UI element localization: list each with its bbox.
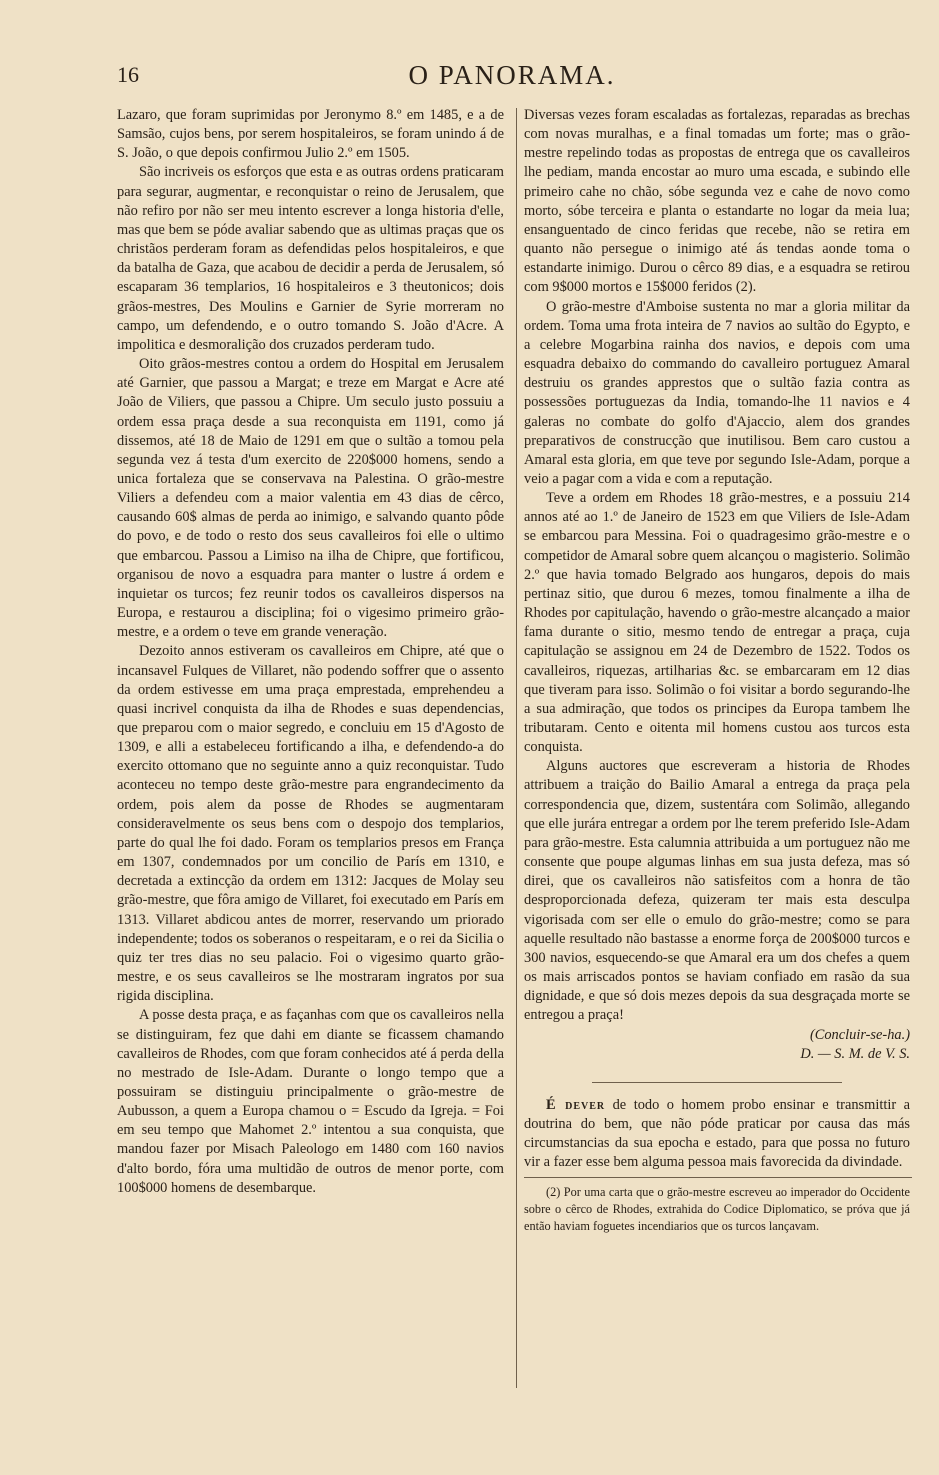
paragraph: O grão-mestre d'Amboise sustenta no mar a gloria militar da ordem. Toma uma frota inteira de 7 navios ao sultão do Egypto, e a celebre Mogarbina rainha dos navios, e depois com uma esquadra debaixo do commando do cavalleiro portuguez Amaral destruiu os grandes apprestos que o sultão fazia contra as possessões portuguezas da India, tomando-lhe 11 navios e 4 galeras no combate do golfo d'Ajaccio, alem dos grandes preparativos de construcção que inutilisou. Bem caro custou a Amaral esta gloria, em que teve por segundo Isle-Adam, porque a veio a pagar com a vida e com a reputação.: [524, 298, 910, 487]
section-rule: [592, 1082, 842, 1083]
paragraph: Dezoito annos estiveram os cavalleiros em Chipre, até que o incansavel Fulques de Villaret, não podendo soffrer que o assento da ordem estivesse em uma praça emprestada, emprehendeu a quasi incrivel conquista da ilha de Rhodes e suas dependencias, que preparou com o maior segredo, e concluiu em 15 d'Agosto de 1309, e alli a estabeleceu fortificando a ilha, e defendendo-a do exercito ottomano que no seguinte anno a quiz reconquistar. Tudo aconteceu no tempo deste grão-mestre para engrandecimento da ordem, pois alem da posse de Rhodes se augmentaram consideravelmente os seus bens com o despojo dos templarios, parte do qual lhe foi dado. Foram os templarios presos em França em 1307, condemnados por um concilio de París em 1310, e decretada a extincção da ordem em 1312: Jacques de Molay seu grão-mestre, que fôra amigo de Villaret, foi executado em París em 1313. Villaret abdicou antes de morrer, reservando um priorado independente; todos os soberanos o respeitaram, e o rei da Sicilia o quiz ter tres dias no seu palacio. Foi o vigesimo quarto grão-mestre, e os seus cavalleiros se lhe mostraram ingratos por sua rigida disciplina.: [117, 643, 504, 1005]
maxim-lead: É dever: [546, 1096, 606, 1113]
paragraph: A posse desta praça, e as façanhas com que os cavalleiros nella se distinguiram, fez que dahi em diante se ficassem chamando cavalleiros de Rhodes, com que foram conhecidos até á perda della no mestrado de Isle-Adam. Durante o longo tempo que a possuiram se distinguiu principalmente o grão-mestre de Aubusson, a quem a Europa chamou o = Escudo da Igreja. = Foi em seu tempo que Mahomet 2.º intentou a sua conquista, que mandou fazer por Misach Paleologo em 1480 com 160 navios d'alto bordo, fóra uma multidão de outros de menor porte, com 100$000 homens de desembarque.: [117, 1007, 504, 1196]
paragraph: Alguns auctores que escreveram a historia de Rhodes attribuem a traição do Bailio Amaral a entrega da praça pela correspondencia que, dizem, sustentára com Solimão, allegando que elle jurára entregar a ordem por lhe terem preferido Isle-Adam para grão-mestre. Esta calumnia attribuida a um portuguez não me consente que poupe algumas linhas em sua justa defeza, mas só direi, que os cavalleiros não satisfeitos com a honra de tão desproporcionada defeza, quizeram ter mais esta desculpa vigorisada com ser elle o emulo do grão-mestre; como se para aquelle resultado não bastasse a enorme força de 200$000 turcos e 300 navios, esquecendo-se que Amaral era um dos chefes a quem os mais arriscados pontos se haviam confiado em rasão da sua dignidade, e que só dois mezes depois da sua desgraçada morte se entregou a praça!: [524, 758, 910, 1024]
footnote: (2) Por uma carta que o grão-mestre escreveu ao imperador do Occidente sobre o cêrco de Rhodes, extrahida do Codice Diplomatico, se próva que já então haviam foguetes incendiarios que os turcos lançavam.: [524, 1185, 910, 1234]
to-be-continued-note: (Concluir-se-ha.): [809, 1026, 910, 1043]
paragraph: Diversas vezes foram escaladas as fortalezas, reparadas as brechas com novas muralhas, e a final tomadas um forte; mas o grão-mestre repelindo todas as propostas de entrega que os cavalleiros lhe pediam, manda encostar ao muro uma escada, e subindo elle primeiro cahe no chão, sóbe segunda vez e cahe de novo como morto, sóbe terceira e planta o estandarte no logar da meia lua; ensanguentado de cinco feridas que recebe, não se retira em quanto não persegue o inimigo até ás tendas aonde toma o estandarte inimigo. Durou o cêrco 89 dias, e a esquadra se retirou com 9$000 mortos e 15$000 feridos (2).: [524, 107, 910, 296]
page-number: 16: [117, 62, 139, 87]
maxim-text: de todo o homem probo ensinar e transmittir a doutrina do bem, que não póde praticar por causa das más circumstancias da sua epocha e estado, para que possa no futuro vir a fazer esse bem alguma pessoa mais favorecida da divindade.: [524, 1096, 910, 1171]
masthead-title: O PANORAMA.: [408, 60, 616, 90]
paragraph: São incriveis os esforços que esta e as outras ordens praticaram para segurar, augmentar, e reconquistar o reino de Jerusalem, que não refiro por não ser meu intento escrever a longa historia d'elle, mas que bem se póde avaliar sabendo que as ultimas praças que os christãos perderam foram as defendidas pelos hospitaleiros, e que da batalha de Gaza, que acabou de decidir a perda de Jerusalem, só escaparam 36 templarios, 16 hospitaleiros e 3 theutonicos; dois grãos-mestres, Des Moulins e Garnier de Syrie morreram no campo, um defendendo, e o outro tomando S. João d'Acre. A impolitica e desmoralição dos cruzados perderam tudo.: [117, 164, 504, 353]
right-column: [524, 106, 910, 1235]
footnote-rule: [524, 1177, 912, 1178]
left-column: [117, 106, 504, 1198]
paragraph: Teve a ordem em Rhodes 18 grão-mestres, e a possuiu 214 annos até ao 1.º de Janeiro de 1523 em que Viliers de Isle-Adam se embarcou para Messina. Foi o quadragesimo grão-mestre e o competidor de Amaral sobre quem alcançou o magisterio. Solimão 2.º que havia tomado Belgrado aos hungaros, depois do mais pertinaz sitio, que durou 6 mezes, tomou finalmente a ilha de Rhodes por capitulação, havendo o grão-mestre alcançado a maior fama durante o sitio, mesmo tendo de entregar a praça, cuja capitulação se assignou em 24 de Dezembro de 1522. Todos os cavalleiros, riquezas, artilharias &c. se embarcaram em 12 dias que tiveram para isso. Solimão o foi visitar a bordo segurando-lhe a sua admiração, que todos os principes da Europa tambem lhe tributaram. Cento e oitenta mil homens custou aos turcos esta conquista.: [524, 490, 910, 756]
author-signature: D. — S. M. de V. S.: [800, 1045, 910, 1062]
page-header: [117, 62, 907, 96]
maxim-paragraph: [524, 1096, 910, 1173]
column-divider: [516, 108, 517, 1388]
paragraph: Oito grãos-mestres contou a ordem do Hospital em Jerusalem até Garnier, que passou a Margat; e treze em Margat e Acre até João de Viliers, que passou a Chipre. Um seculo justo possuiu a ordem essa praça desde a sua reconquista em 1191, como já dissemos, até 18 de Maio de 1291 em que o sultão a tomou pela segunda vez á testa d'um exercito de 220$000 homens, sendo a unica fortaleza que se conservava na Palestina. O grão-mestre Viliers a defendeu com a maior valentia em 43 dias de cêrco, causando 60$ almas de perda ao inimigo, e salvando quanto pôde do povo, e de todo o resto dos seus cavalleiros foi elle o ultimo que embarcou. Passou a Limiso na ilha de Chipre, que fortificou, organisou de novo a esquadra para manter o lustre á ordem e inquietar os turcos; fez reunir todos os cavalleiros dispersos na Europa, e restaurou a disciplina; foi o vigesimo primeiro grão-mestre, e a ordem o teve em grande veneração.: [117, 356, 504, 641]
paragraph: Lazaro, que foram suprimidas por Jeronymo 8.º em 1485, e a de Samsão, cujos bens, por serem hospitaleiros, se foram unindo á de S. João, o que depois confirmou Julio 2.º em 1505.: [117, 107, 504, 162]
